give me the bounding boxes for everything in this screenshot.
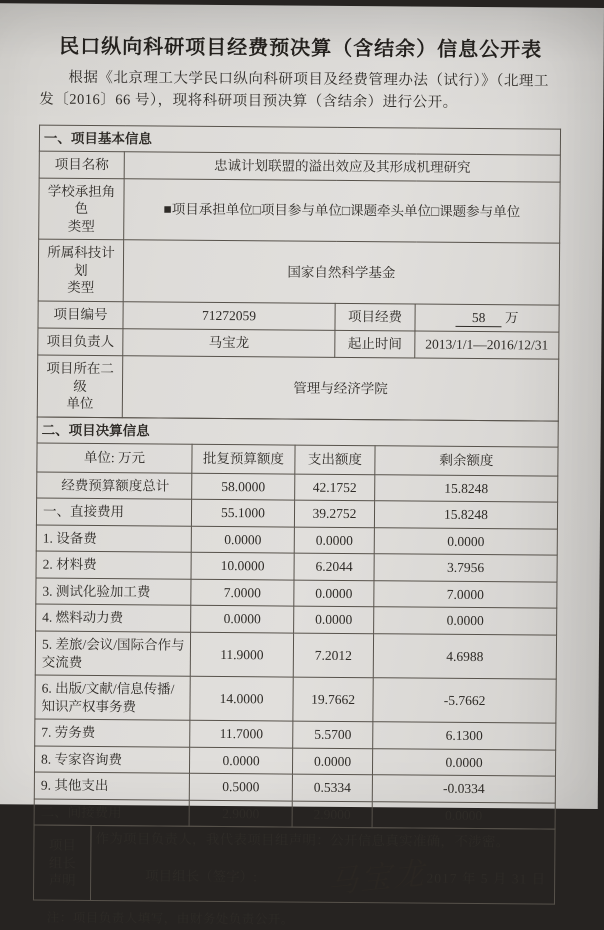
remaining-amount: 0.0000	[374, 607, 557, 635]
page-title: 民口纵向科研项目经费预决算（含结余）信息公开表	[59, 35, 543, 62]
budget-row-label: 1. 设备费	[36, 525, 191, 553]
leader-label: 项目负责人	[38, 328, 123, 355]
program-label-line2: 类型	[67, 280, 95, 296]
department-label-line1: 项目所在二级	[46, 360, 114, 394]
budget-row	[35, 719, 556, 750]
remaining-amount: 0.0000	[372, 748, 555, 776]
section-header-row	[39, 125, 560, 156]
budget-header-spent: 支出额度	[295, 445, 375, 474]
budget-row-label: 2. 材料费	[36, 551, 191, 579]
declaration-table	[33, 825, 556, 905]
funding-label: 项目经费	[335, 303, 415, 331]
project-no-row	[38, 301, 559, 333]
program-label	[38, 239, 123, 301]
remaining-amount: 0.0000	[374, 528, 557, 556]
budget-row	[34, 746, 555, 777]
program-value: 国家自然科学基金	[123, 240, 559, 305]
project-no-value: 71272059	[123, 302, 335, 331]
project-name-value: 忠诚计划联盟的溢出效应及其形成机理研究	[124, 152, 560, 182]
approved-amount: 0.5000	[189, 774, 292, 801]
role-label	[39, 178, 124, 240]
approved-amount: 11.9000	[190, 632, 293, 677]
project-no-label: 项目编号	[38, 301, 123, 329]
role-checkbox-options: ■项目承担单位□项目参与单位□课题牵头单位□课题参与单位	[124, 178, 560, 243]
spent-amount: 6.2044	[294, 553, 374, 580]
project-name-label: 项目名称	[39, 151, 124, 178]
remaining-amount: 7.0000	[374, 581, 557, 609]
declaration-label	[33, 825, 91, 900]
spent-amount: 0.0000	[294, 607, 374, 634]
department-label	[37, 355, 122, 417]
project-name-row	[39, 151, 560, 182]
budget-row	[36, 525, 557, 556]
budget-row-label: 经费预算额度总计	[37, 472, 192, 500]
spent-amount: 0.0000	[294, 527, 374, 554]
intro-paragraph: 根据《北京理工大学民口纵向科研项目及经费管理办法（试行）》（北理工发〔2016〕66 号），现将科研项目预决算（含结余）进行公开。	[39, 69, 549, 111]
approved-amount: 10.0000	[191, 553, 294, 580]
signature-row	[95, 856, 550, 900]
remaining-amount: 15.8248	[374, 501, 557, 529]
budget-header-remaining: 剩余额度	[375, 446, 558, 476]
budget-row-label: 3. 测试化验加工费	[36, 578, 191, 606]
budget-row-label: 二、间接费用	[34, 799, 189, 827]
spent-amount: 2.9000	[292, 801, 372, 828]
approved-amount: 0.0000	[191, 526, 294, 553]
budget-row-label: 8. 专家咨询费	[34, 746, 189, 774]
budget-row	[34, 772, 555, 803]
budget-row-label: 4. 燃料动力费	[36, 604, 191, 632]
signature-label: 项目组长（签字）:	[145, 868, 257, 885]
basic-info-table	[37, 124, 561, 421]
remaining-amount: 3.7956	[374, 554, 557, 582]
budget-section-title: 二、项目决算信息	[37, 417, 558, 448]
budget-table	[34, 416, 559, 830]
budget-row	[36, 498, 557, 529]
approved-amount: 7.0000	[191, 579, 294, 606]
footnote: 注：项目负责人填写，由财务处负责公开。	[46, 910, 294, 927]
budget-header-row	[37, 443, 558, 476]
duration-value: 2013/1/1—2016/12/31	[415, 331, 559, 359]
basic-info-section-title: 一、项目基本信息	[39, 125, 560, 156]
budget-row-label: 7. 劳务费	[35, 719, 190, 747]
approved-amount: 58.0000	[192, 473, 295, 500]
signature-date: 2017 年 5 月 31 日	[426, 870, 547, 887]
handwritten-signature: 马宝龙	[327, 855, 426, 901]
declaration-body	[90, 826, 555, 904]
paper-document	[0, 3, 604, 927]
budget-row	[36, 578, 557, 609]
approved-amount: 11.7000	[190, 720, 293, 747]
approved-amount: 2.9000	[189, 800, 292, 827]
budget-row-label: 5. 差旅/会议/国际合作与交流费	[35, 631, 190, 676]
spent-amount: 7.2012	[293, 633, 373, 678]
funding-value-cell	[415, 304, 559, 333]
spent-amount: 39.2752	[294, 500, 374, 527]
department-row	[37, 355, 558, 421]
program-row	[38, 239, 559, 305]
budget-row	[36, 604, 557, 635]
declaration-label-line1: 项目	[48, 837, 76, 853]
budget-row-label: 一、直接费用	[36, 498, 191, 526]
remaining-amount: 0.0000	[372, 802, 555, 830]
role-label-line1: 学校承担角色	[47, 183, 116, 217]
department-value: 管理与经济学院	[122, 356, 558, 421]
budget-row-label: 9. 其他支出	[34, 772, 189, 800]
spent-amount: 19.7662	[293, 677, 373, 722]
budget-header-approved: 批复预算额度	[192, 444, 295, 473]
declaration-label-line3: 声明	[48, 872, 76, 888]
budget-row	[36, 551, 557, 582]
budget-row	[35, 631, 556, 679]
declaration-label-line2: 组长	[48, 855, 76, 871]
funding-amount: 58	[456, 309, 502, 328]
leader-value: 马宝龙	[123, 329, 335, 357]
budget-row-label: 6. 出版/文献/信息传播/知识产权事务费	[35, 675, 190, 720]
remaining-amount: -0.0334	[372, 775, 555, 803]
spent-amount: 0.5334	[292, 774, 372, 801]
program-label-line1: 所属科技计划	[47, 244, 115, 278]
department-label-line2: 单位	[66, 395, 94, 412]
remaining-amount: 4.6988	[373, 634, 556, 680]
budget-row	[37, 472, 558, 503]
spent-amount: 0.0000	[294, 580, 374, 607]
leader-row	[38, 328, 559, 359]
approved-amount: 14.0000	[190, 676, 293, 721]
approved-amount: 0.0000	[189, 747, 292, 774]
role-row	[39, 178, 560, 244]
approved-amount: 55.1000	[191, 500, 294, 527]
spent-amount: 0.0000	[292, 748, 372, 775]
remaining-amount: 6.1300	[373, 722, 556, 750]
declaration-row	[33, 825, 555, 904]
role-label-line2: 类型	[67, 218, 95, 234]
duration-label: 起止时间	[335, 331, 415, 358]
budget-header-unit: 单位: 万元	[37, 443, 192, 473]
declaration-statement: 作为项目负责人，我代表项目组声明：公开信息真实准确，不涉密。	[95, 831, 510, 850]
section-header-row	[37, 417, 558, 448]
remaining-amount: -5.7662	[373, 678, 556, 724]
funding-unit: 万	[504, 310, 519, 326]
spent-amount: 5.5700	[293, 721, 373, 748]
remaining-amount: 15.8248	[375, 474, 558, 502]
spent-amount: 42.1752	[295, 474, 375, 501]
approved-amount: 0.0000	[191, 606, 294, 633]
budget-row	[35, 675, 556, 723]
